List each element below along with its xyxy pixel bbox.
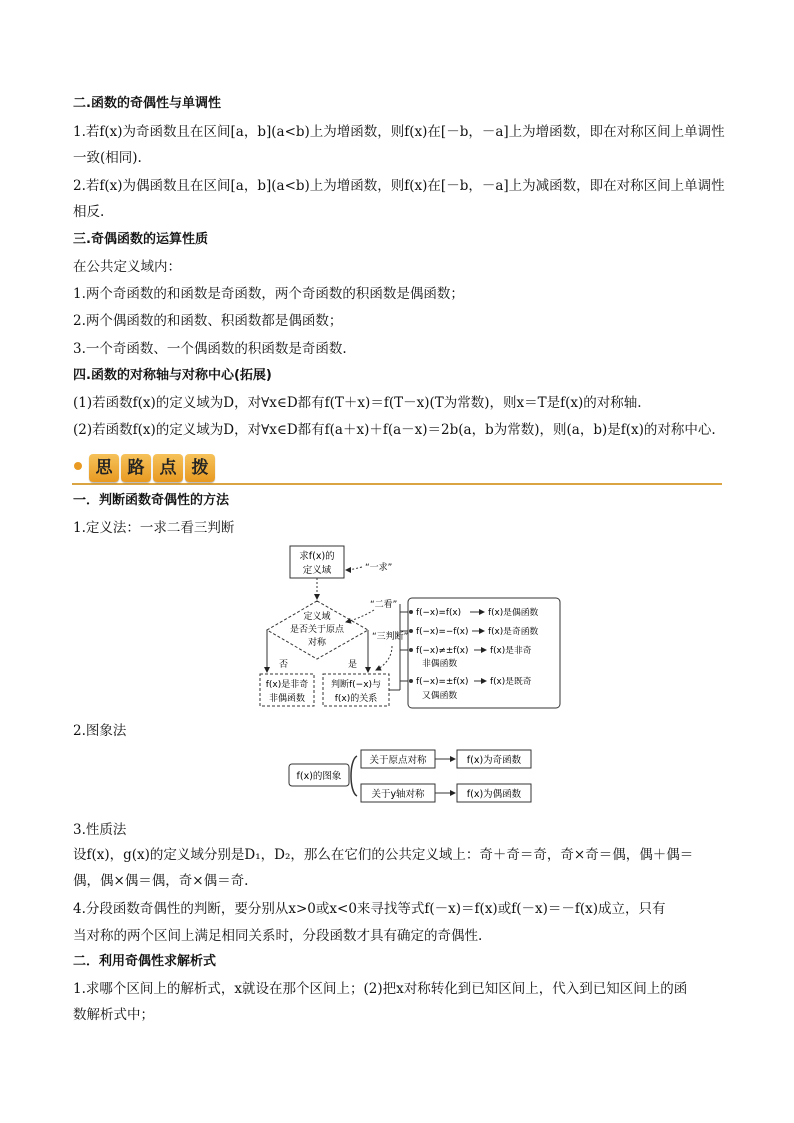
yes-label: 是 [348, 660, 358, 670]
rule-result: f(x)是既奇 [490, 677, 532, 687]
rule-result: f(x)是奇函数 [488, 627, 539, 637]
banner-rule [72, 483, 722, 485]
option-label: 关于y轴对称 [371, 789, 425, 800]
start-label: 求f(x)的 [299, 551, 335, 562]
paragraph: 设f(x)，g(x)的定义域分别是D₁，D₂，那么在它们的公共定义域上：奇＋奇＝奇，奇×奇＝偶，偶＋偶＝ [73, 847, 694, 863]
diamond-label: 对称 [307, 638, 327, 648]
rule-result: f(x)是偶函数 [488, 608, 539, 618]
paragraph: (1)若函数f(x)的定义域为D，对∀x∈D都有f(T＋x)＝f(T－x)(T为常数)，则x＝T是f(x)的对称轴. [73, 395, 642, 411]
section-banner [72, 452, 722, 488]
paragraph: 数解析式中； [73, 1007, 154, 1023]
judge-label: f(x)的关系 [334, 694, 378, 704]
section-title: 二．利用奇偶性求解析式 [73, 954, 217, 969]
brace [351, 756, 357, 796]
paragraph: 当对称的两个区间上满足相同关系时，分段函数才具有确定的奇偶性. [73, 928, 483, 944]
rule-condition: f(−x)=−f(x) [416, 627, 469, 637]
paragraph: 1.若f(x)为奇函数且在区间[a，b](a<b)上为增函数，则f(x)在[－b，－a]上为增函数，即在对称区间上单调性 [73, 124, 725, 140]
paragraph: 2.图象法 [73, 723, 127, 739]
paragraph: 1.求哪个区间上的解析式，x就设在那个区间上；(2)把x对称转化到已知区间上，代入到已知区间上的函 [73, 981, 688, 997]
paragraph: 4.分段函数奇偶性的判断，要分别从x>0或x<0来寻找等式f(－x)＝f(x)或f(－x)＝－f(x)成立，只有 [73, 901, 666, 917]
result-label: 非偶函数 [268, 694, 306, 704]
diamond-label: 定义域 [303, 612, 331, 622]
step2-label: “二看” [370, 600, 398, 610]
section-title: 三.奇偶函数的运算性质 [73, 232, 208, 247]
paragraph: 2.若f(x)为偶函数且在区间[a，b](a<b)上为增函数，则f(x)在[－b，－a]上为减函数，即在对称区间上单调性 [73, 178, 725, 194]
no-label: 否 [279, 660, 289, 670]
paragraph: 1.两个奇函数的和函数是奇函数，两个奇函数的积函数是偶函数； [73, 286, 464, 302]
graph-flowchart [285, 746, 535, 808]
section-title: 二.函数的奇偶性与单调性 [73, 96, 221, 111]
result-label: f(x)是非奇 [265, 680, 309, 690]
source-label: f(x)的图象 [296, 771, 342, 782]
result-label: f(x)为偶函数 [466, 789, 522, 800]
rule-result: 非偶函数 [422, 659, 458, 669]
step-arrow [376, 646, 392, 670]
section-title: 四.函数的对称轴与对称中心(拓展) [73, 368, 272, 383]
paragraph: 2.两个偶函数的和函数、积函数都是偶函数； [73, 313, 343, 329]
paragraph: 偶，偶×偶＝偶，奇×偶＝奇. [73, 873, 249, 889]
paragraph: 一致(相同). [73, 150, 142, 166]
paragraph: 1.定义法：一求二看三判断 [73, 520, 235, 536]
paragraph: 相反. [73, 204, 105, 220]
section-title: 一．判断函数奇偶性的方法 [73, 493, 230, 508]
step1-label: “一求” [365, 563, 393, 573]
rule-result: f(x)是非奇 [490, 646, 532, 656]
diamond-label: 是否关于原点 [289, 625, 345, 635]
paragraph: 在公共定义域内： [73, 259, 181, 275]
result-label: f(x)为奇函数 [466, 755, 522, 766]
banner-char: 点 [153, 454, 183, 482]
definition-flowchart [250, 542, 570, 712]
banner-dot [74, 462, 82, 470]
paragraph: 3.性质法 [73, 822, 127, 838]
banner-char: 思 [89, 454, 119, 482]
banner-char: 拨 [185, 454, 215, 482]
rule-result: 又偶函数 [422, 691, 458, 701]
step-arrow [346, 567, 362, 570]
step3-label: “三判断” [372, 632, 409, 642]
rule-condition: f(−x)=±f(x) [416, 677, 469, 687]
start-label: 定义域 [302, 565, 332, 576]
paragraph: (2)若函数f(x)的定义域为D，对∀x∈D都有f(a＋x)＋f(a－x)＝2b(a，b为常数)，则(a，b)是f(x)的对称中心. [73, 422, 716, 438]
banner-char: 路 [121, 454, 151, 482]
option-label: 关于原点对称 [369, 755, 427, 766]
paragraph: 3.一个奇函数、一个偶函数的积函数是奇函数. [73, 341, 347, 357]
rule-condition: f(−x)=f(x) [416, 608, 462, 618]
judge-label: 判断f(−x)与 [330, 680, 382, 690]
rule-condition: f(−x)≠±f(x) [416, 646, 469, 656]
